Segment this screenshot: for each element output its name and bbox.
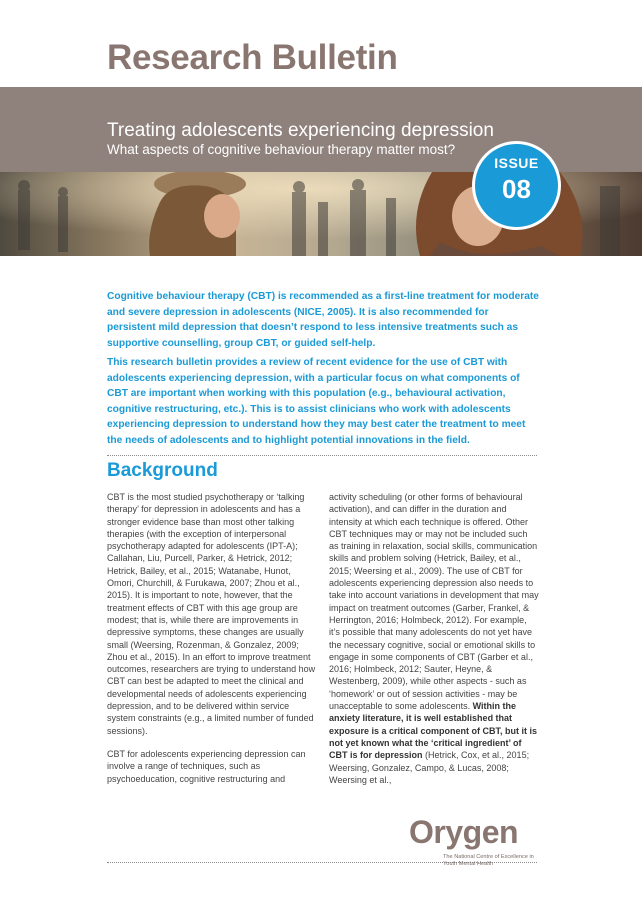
orygen-logo xyxy=(409,814,549,884)
issue-badge xyxy=(472,141,561,230)
body-paragraph: CBT is the most studied psychotherapy or ‘talking therapy’ for depression in adolescents and has a stronger evidence base than most other talking therapies (with the exception of interpersonal psychotherapy adapted for adolescents (IPT-A); Callahan, Liu, Purcell, Parker, & Hetrick, 2012; Hetrick, Bailey, et al., 2015; Watanabe, Hunot, Omori, Churchill, & Furukawa, 2007; Zhou et al., 2015). It is important to note, however, that the treatment effects of CBT with this age group are modest; that is, while there are improvements in depressive symptoms, these changes are usually small (Weersing, Rozenman, & Gonzalez, 2009; Zhou et al., 2015). In an effort to improve treatment outcomes, researchers are trying to understand how CBT can best be adapted to meet the clinical and developmental needs of adolescents experiencing depression, and to be delivered within service system constraints (e.g., a limited number of funded sessions). xyxy=(107,492,316,736)
logo-tagline: The National Centre of Excellence in Youth Mental Health xyxy=(443,854,534,867)
masthead-title: Research Bulletin xyxy=(107,38,398,77)
section-divider xyxy=(107,455,537,456)
body-text: activity scheduling (or other forms of behavioural activation), and can differ in the duration and intensity at which each technique is offered. Other CBT techniques may or may not be included such as training in relaxation, social skills, communication skills and problem solving (Hetrick, Bailey, et al., 2015; Weersing et al., 2009). The use of CBT for adolescents experiencing depression also needs to take into account variations in development that may impact on treatment outcomes (Garber, Frankel, & Herrington, 2016; Holmbeck, 2012). For example, it’s possible that many adolescents do not yet have the necessary cognitive, social or emotional skills to engage in some components of CBT (Garber et al., 2016; Holmbeck, 2012; Sauter, Heyne, & Westenberg, 2009), while other aspects - such as ‘homework’ or out of session activities - may be unacceptable to some adolescents. xyxy=(329,492,539,712)
issue-number: 08 xyxy=(502,174,531,204)
section-heading: Background xyxy=(107,460,218,481)
body-paragraph: CBT for adolescents experiencing depression can involve a range of techniques, such as psychoeducation, cognitive restructuring and xyxy=(107,748,306,784)
banner-title: Treating adolescents experiencing depression xyxy=(107,120,494,141)
body-paragraph xyxy=(329,491,539,786)
banner-subtitle: What aspects of cognitive behaviour therapy matter most? xyxy=(107,142,456,157)
body-emphasis: Within the anxiety literature, it is well established that exposure is a critical component of CBT, but it is not yet known what the ‘critical ingredient’ of CBT is for depression xyxy=(329,701,538,761)
issue-label: ISSUE xyxy=(494,155,539,171)
intro-paragraph: Cognitive behaviour therapy (CBT) is recommended as a first-line treatment for moderate and severe depression in adolescents (NICE, 2005). It is also recommended for persistent mild depression that doesn’t respond to less intensive treatments such as supportive counselling, group CBT, or guided self-help. xyxy=(107,291,539,349)
intro-paragraph: This research bulletin provides a review of recent evidence for the use of CBT with adolescents experiencing depression, with a particular focus on what components of CBT are important when working with this population (e.g., behavioural activation, cognitive restructuring, etc.). This is to assist clinicians who work with adolescents experiencing depression to understand how they may best cater the treatment to meet the needs of adolescents and to highlight potential innovations in the field. xyxy=(107,357,526,446)
body-text: (Hetrick, Cox, et al., 2015; Weersing, Gonzalez, Campo, & Lucas, 2008; Weersing et al., xyxy=(329,750,530,785)
logo-wordmark: Orygen xyxy=(409,814,519,850)
body-column-left xyxy=(107,491,317,796)
body-column-right xyxy=(329,491,539,797)
